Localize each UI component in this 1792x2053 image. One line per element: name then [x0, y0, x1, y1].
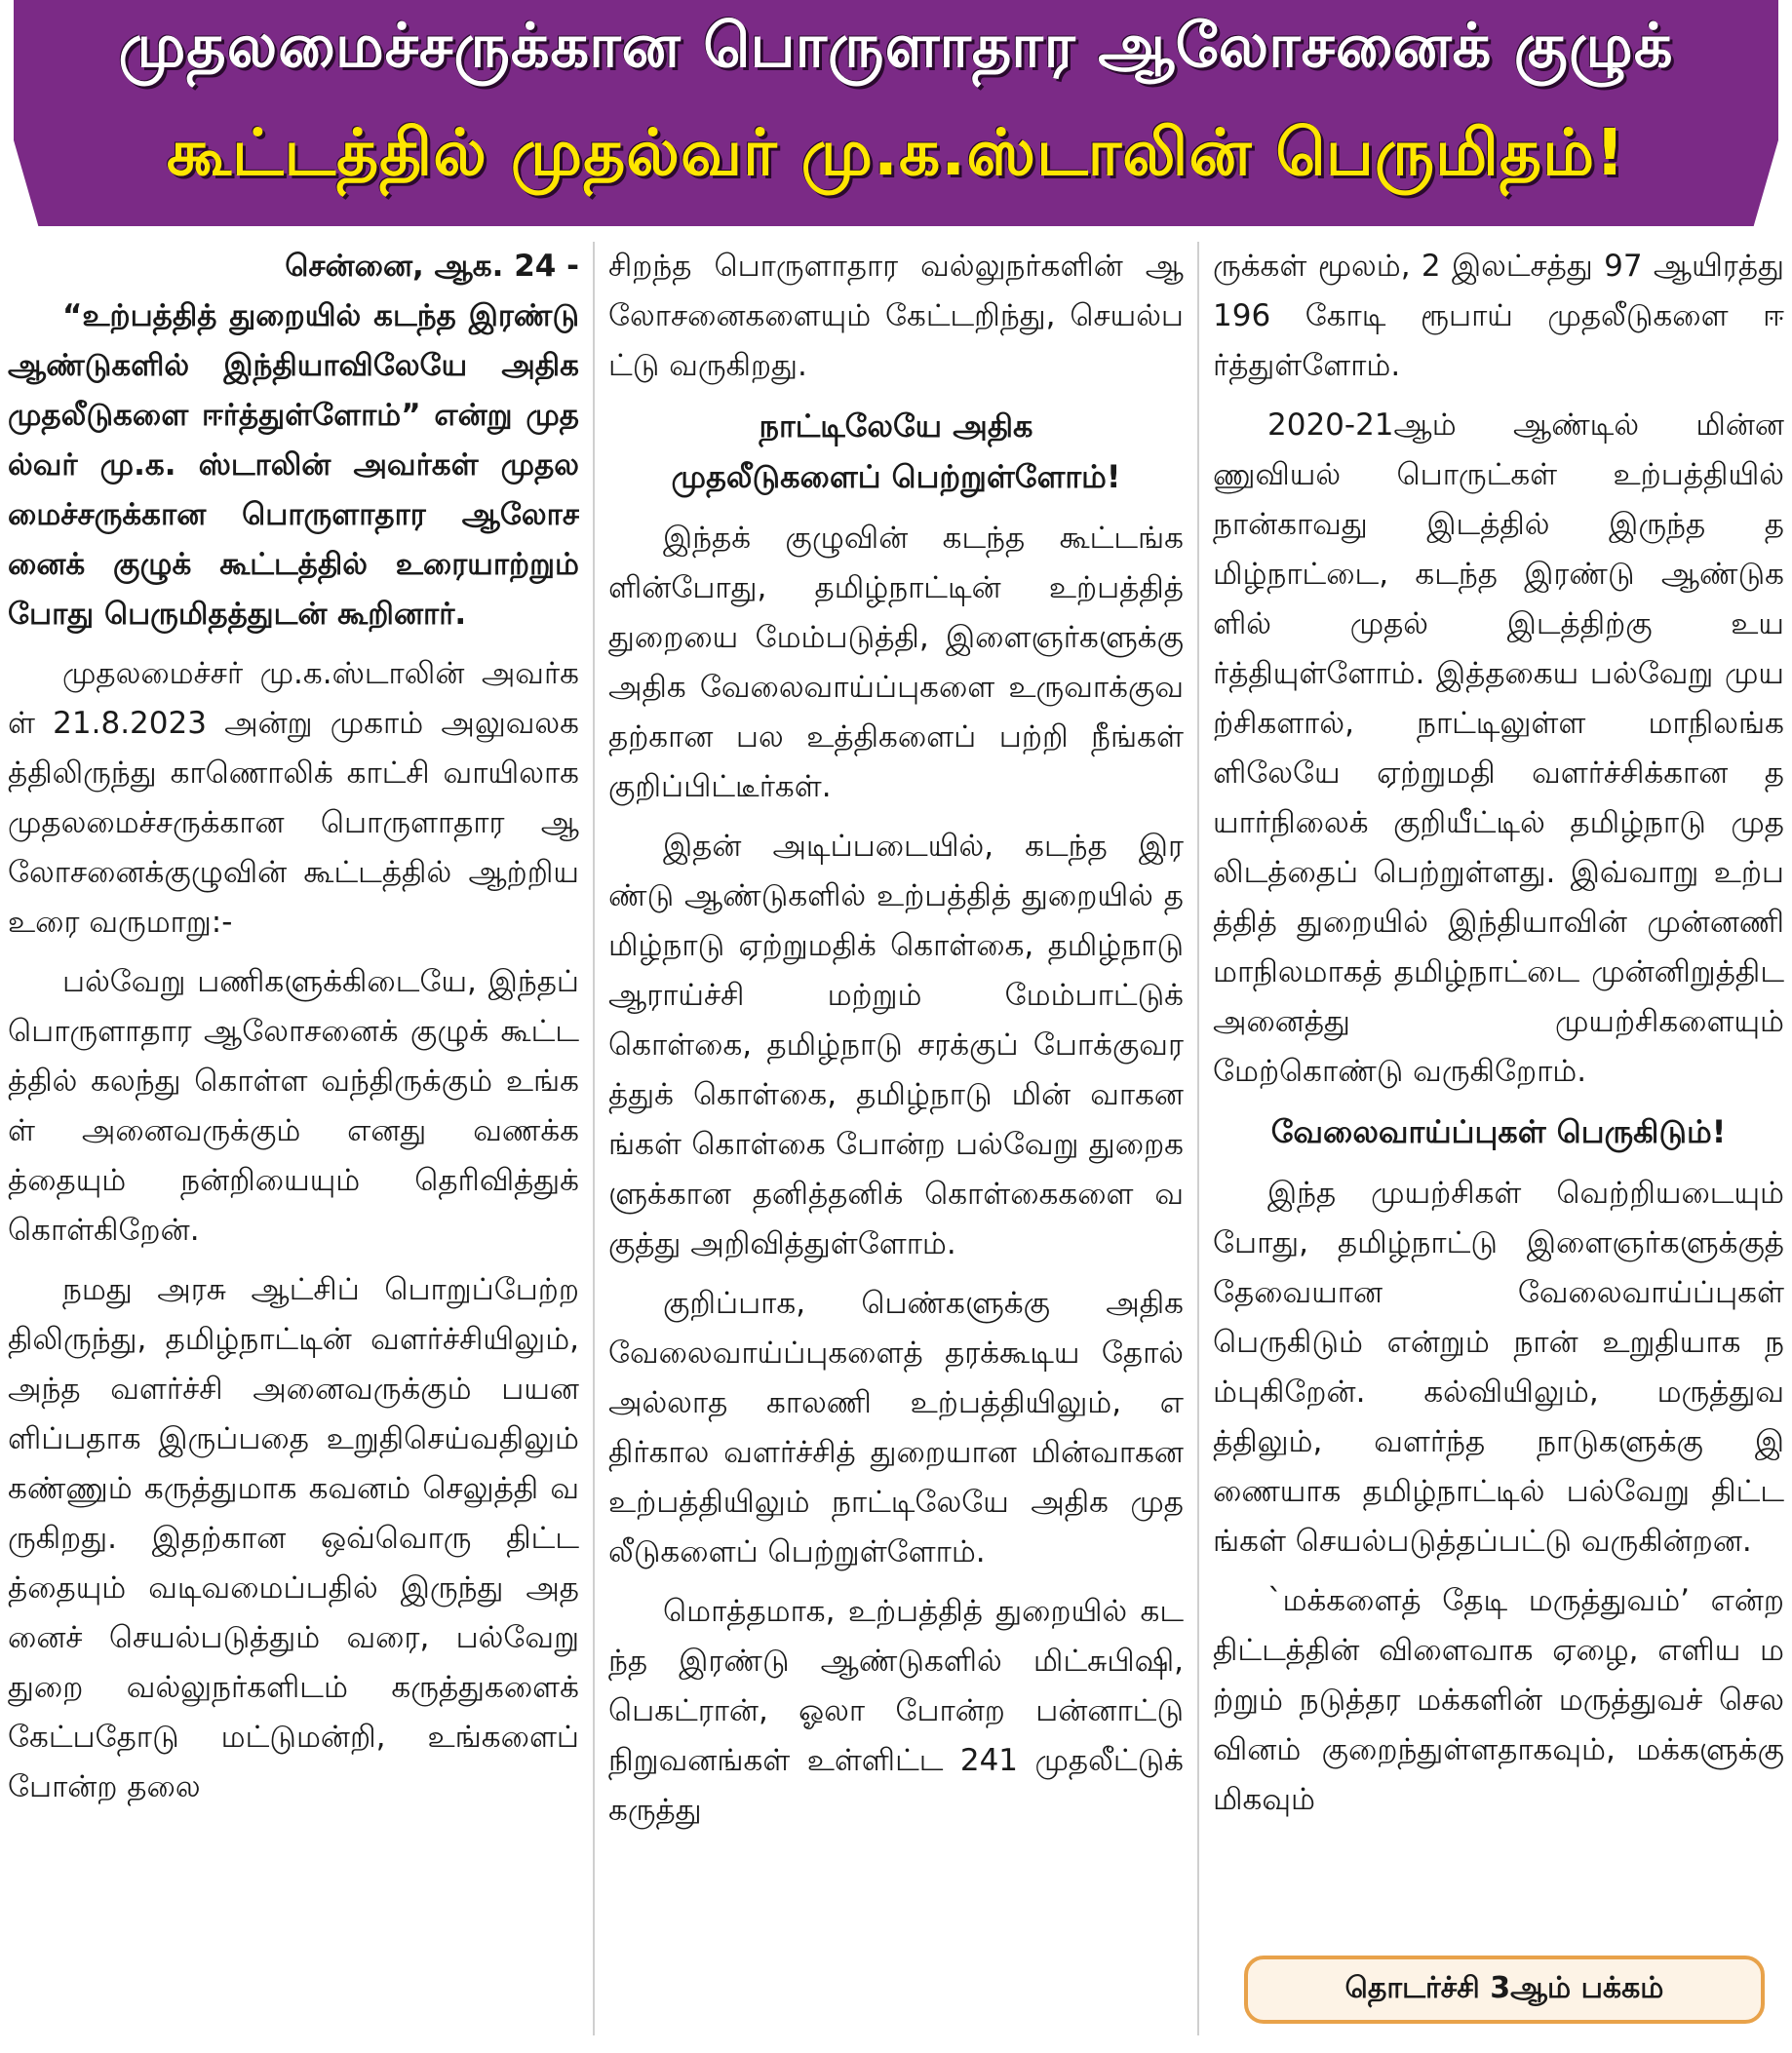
paragraph: இந்தக் குழுவின் கடந்த கூட்டங்களின்போது, தமிழ்நாட்டின் உற்பத்தித் துறையை மேம்படுத்தி, இளைஞர்களுக்கு அதிக வேலைவாய்ப்புகளை உருவாக்குவதற்கான பல உத்திகளைப் பற்றி நீங்கள் குறிப்பிட்டீர்கள்.	[608, 521, 1184, 804]
article-column-1	[8, 242, 579, 2045]
paragraph: சிறந்த பொருளாதார வல்லுநர்களின் ஆலோசனைகளையும் கேட்டறிந்து, செயல்பட்டு வருகிறது.	[608, 249, 1184, 383]
subheading: வேலைவாய்ப்புகள் பெருகிடும்!	[1270, 1113, 1727, 1150]
paragraph: பல்வேறு பணிகளுக்கிடையே, இந்தப் பொருளாதார ஆலோசனைக் குழுக் கூட்டத்தில் கலந்து கொள்ள வந்திருக்கும் உங்கள் அனைவருக்கும் எனது வணக்கத்தையும் நன்றியையும் தெரிவித்துக் கொள்கிறேன்.	[8, 964, 579, 1248]
lead-paragraph: “உற்பத்தித் துறையில் கடந்த இரண்டு ஆண்டுகளில் இந்தியாவிலேயே அதிக முதலீடுகளை ஈர்த்துள்ளோம்” என்று முதல்வர் மு.க. ஸ்டாலின் அவர்கள் முதலமைச்சருக்கான பொருளாதார ஆலோசனைக் குழுக் கூட்டத்தில் உரையாற்றும் போது பெருமிதத்துடன் கூறினார்.	[8, 298, 579, 632]
headline-line-2: கூட்டத்தில் முதல்வர் மு.க.ஸ்டாலின் பெருமிதம்!	[166, 115, 1626, 190]
paragraph: குறிப்பாக, பெண்களுக்கு அதிக வேலைவாய்ப்புகளைத் தரக்கூடிய தோல் அல்லாத காலணி உற்பத்தியிலும், எதிர்கால வளர்ச்சித் துறையான மின்வாகன உற்பத்தியிலும் நாட்டிலேயே அதிக முதலீடுகளைப் பெற்றுள்ளோம்.	[608, 1286, 1184, 1569]
continuation-note: தொடர்ச்சி 3ஆம் பக்கம்	[1244, 1956, 1765, 2024]
paragraph: மொத்தமாக, உற்பத்தித் துறையில் கடந்த இரண்டு ஆண்டுகளில் மிட்சுபிஷி, பெகட்ரான், ஓலா போன்ற பன்னாட்டு நிறுவனங்கள் உள்ளிட்ட 241 முதலீட்டுக் கருத்து	[608, 1594, 1184, 1828]
subheading-line-2: முதலீடுகளைப் பெற்றுள்ளோம்!	[671, 458, 1121, 495]
headline-banner	[0, 0, 1792, 230]
dateline: சென்னை, ஆக. 24 -	[285, 249, 579, 284]
paragraph: ருக்கள் மூலம், 2 இலட்சத்து 97 ஆயிரத்து 196 கோடி ரூபாய் முதலீடுகளை ஈர்த்துள்ளோம்.	[1213, 249, 1784, 383]
article-column-2	[608, 242, 1184, 2045]
paragraph: `மக்களைத் தேடி மருத்துவம்’ என்ற திட்டத்தின் விளைவாக ஏழை, எளிய மற்றும் நடுத்தர மக்களின் மருத்துவச் செலவினம் குறைந்துள்ளதாகவும், மக்களுக்கு மிகவும்	[1213, 1583, 1784, 1817]
paragraph: முதலமைச்சர் மு.க.ஸ்டாலின் அவர்கள் 21.8.2023 அன்று முகாம் அலுவலகத்திலிருந்து காணொலிக் காட்சி வாயிலாக முதலமைச்சருக்கான பொருளாதார ஆலோசனைக்குழுவின் கூட்டத்தில் ஆற்றிய உரை வருமாறு:-	[8, 656, 579, 940]
paragraph: இந்த முயற்சிகள் வெற்றியடையும் போது, தமிழ்நாட்டு இளைஞர்களுக்குத் தேவையான வேலைவாய்ப்புகள் பெருகிடும் என்றும் நான் உறுதியாக நம்புகிறேன். கல்வியிலும், மருத்துவத்திலும், வளர்ந்த நாடுகளுக்கு இணையாக தமிழ்நாட்டில் பல்வேறு திட்டங்கள் செயல்படுத்தப்பட்டு வருகின்றன.	[1213, 1176, 1784, 1559]
paragraph: இதன் அடிப்படையில், கடந்த இரண்டு ஆண்டுகளில் உற்பத்தித் துறையில் தமிழ்நாடு ஏற்றுமதிக் கொள்கை, தமிழ்நாடு ஆராய்ச்சி மற்றும் மேம்பாட்டுக் கொள்கை, தமிழ்நாடு சரக்குப் போக்குவரத்துக் கொள்கை, தமிழ்நாடு மின் வாகனங்கள் கொள்கை போன்ற பல்வேறு துறைகளுக்கான தனித்தனிக் கொள்கைகளை வகுத்து அறிவித்துள்ளோம்.	[608, 829, 1184, 1261]
headline-line-1: முதலமைச்சருக்கான பொருளாதார ஆலோசனைக் குழுக்	[118, 10, 1674, 81]
article-column-3	[1213, 242, 1784, 2045]
subheading-line-1: நாட்டிலேயே அதிக	[759, 407, 1033, 445]
column-divider	[593, 242, 595, 2035]
paragraph: நமது அரசு ஆட்சிப் பொறுப்பேற்றதிலிருந்து, தமிழ்நாட்டின் வளர்ச்சியிலும், அந்த வளர்ச்சி அனைவருக்கும் பயனளிப்பதாக இருப்பதை உறுதிசெய்வதிலும் கண்ணும் கருத்துமாக கவனம் செலுத்தி வருகிறது. இதற்கான ஒவ்வொரு திட்டத்தையும் வடிவமைப்பதில் இருந்து அதனைச் செயல்படுத்தும் வரை, பல்வேறு துறை வல்லுநர்களிடம் கருத்துகளைக் கேட்பதோடு மட்டுமன்றி, உங்களைப் போன்ற தலை	[8, 1272, 579, 1804]
subheading	[608, 401, 1184, 502]
column-divider	[1197, 242, 1199, 2035]
paragraph: 2020-21ஆம் ஆண்டில் மின்னணுவியல் பொருட்கள் உற்பத்தியில் நான்காவது இடத்தில் இருந்த தமிழ்நாட்டை, கடந்த இரண்டு ஆண்டுகளில் முதல் இடத்திற்கு உயர்த்தியுள்ளோம். இத்தகைய பல்வேறு முயற்சிகளால், நாட்டிலுள்ள மாநிலங்களிலேயே ஏற்றுமதி வளர்ச்சிக்கான தயார்நிலைக் குறியீட்டில் தமிழ்நாடு முதலிடத்தைப் பெற்றுள்ளது. இவ்வாறு உற்பத்தித் துறையில் இந்தியாவின் முன்னணி மாநிலமாகத் தமிழ்நாட்டை முன்னிறுத்திட அனைத்து முயற்சிகளையும் மேற்கொண்டு வருகிறோம்.	[1213, 407, 1784, 1089]
